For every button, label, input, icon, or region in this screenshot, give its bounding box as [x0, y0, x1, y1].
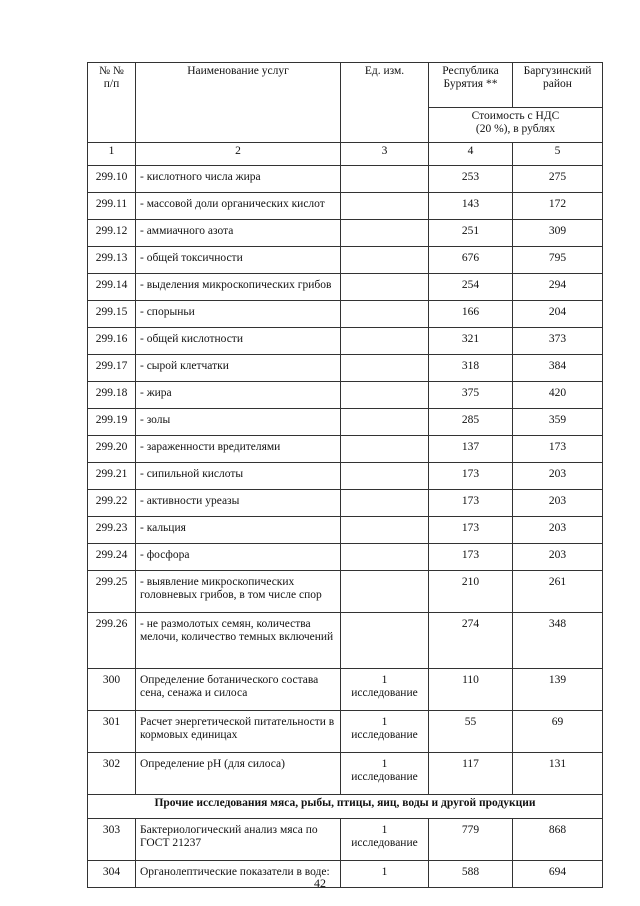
- header-name: Наименование услуг: [136, 63, 341, 143]
- table-row: [88, 613, 603, 669]
- row-price-region: 285: [429, 409, 513, 436]
- row-number: 299.14: [88, 274, 136, 301]
- table-row: [88, 166, 603, 193]
- row-name: - аммиачного азота: [136, 220, 341, 247]
- row-name: - не размолотых семян, количества мелочи, количество темных включений: [136, 613, 341, 669]
- row-number: 299.15: [88, 301, 136, 328]
- row-unit: 1: [341, 861, 429, 888]
- header-index: 3: [341, 143, 429, 166]
- row-price-district: 275: [513, 166, 603, 193]
- row-price-district: 373: [513, 328, 603, 355]
- header-cost-text: Стоимость с НДС (20 %), в рублях: [471, 110, 560, 135]
- row-price-district: 359: [513, 409, 603, 436]
- row-unit: [341, 355, 429, 382]
- row-name: - сырой клетчатки: [136, 355, 341, 382]
- row-name: - массовой доли органических кислот: [136, 193, 341, 220]
- header-index: 4: [429, 143, 513, 166]
- row-name: Бактериологический анализ мяса по ГОСТ 21237: [136, 819, 341, 861]
- row-price-region: 117: [429, 753, 513, 795]
- row-price-district: 204: [513, 301, 603, 328]
- table-row: [88, 193, 603, 220]
- row-unit: [341, 517, 429, 544]
- table-row: [88, 328, 603, 355]
- page-number: 42: [314, 876, 326, 890]
- row-name: - жира: [136, 382, 341, 409]
- row-price-district: 309: [513, 220, 603, 247]
- table-row: [88, 355, 603, 382]
- table-row: [88, 517, 603, 544]
- row-price-region: 318: [429, 355, 513, 382]
- row-price-district: 420: [513, 382, 603, 409]
- row-number: 299.12: [88, 220, 136, 247]
- row-number: 299.18: [88, 382, 136, 409]
- row-unit: [341, 436, 429, 463]
- row-price-region: 173: [429, 517, 513, 544]
- row-price-district: 172: [513, 193, 603, 220]
- table-row: [88, 247, 603, 274]
- row-price-district: 173: [513, 436, 603, 463]
- table-row: [88, 544, 603, 571]
- row-number: 302: [88, 753, 136, 795]
- row-name: Определение pH (для силоса): [136, 753, 341, 795]
- row-price-district: 868: [513, 819, 603, 861]
- row-price-region: 375: [429, 382, 513, 409]
- row-unit: [341, 463, 429, 490]
- table-row: [88, 463, 603, 490]
- row-price-region: 779: [429, 819, 513, 861]
- row-price-region: 173: [429, 544, 513, 571]
- row-unit: [341, 544, 429, 571]
- row-name: - выявление микроскопических головневых грибов, в том числе спор: [136, 571, 341, 613]
- row-price-district: 384: [513, 355, 603, 382]
- row-price-district: 294: [513, 274, 603, 301]
- row-unit: [341, 247, 429, 274]
- row-unit: 1 исследование: [341, 669, 429, 711]
- row-name: - золы: [136, 409, 341, 436]
- row-unit: [341, 571, 429, 613]
- row-unit: 1 исследование: [341, 753, 429, 795]
- row-number: 299.23: [88, 517, 136, 544]
- header-row: [88, 63, 603, 108]
- row-name: Органолептические показатели в воде:: [136, 861, 341, 888]
- row-name: - фосфора: [136, 544, 341, 571]
- header-index: 5: [513, 143, 603, 166]
- table-row: [88, 382, 603, 409]
- row-unit: [341, 613, 429, 669]
- row-price-region: 173: [429, 463, 513, 490]
- row-price-region: 55: [429, 711, 513, 753]
- header-district-text: Баргузинский район: [523, 65, 592, 90]
- row-number: 300: [88, 669, 136, 711]
- table-row: [88, 571, 603, 613]
- row-number: 299.10: [88, 166, 136, 193]
- row-name: - выделения микроскопических грибов: [136, 274, 341, 301]
- row-name: Расчет энергетической питательности в кормовых единицах: [136, 711, 341, 753]
- header-district: [513, 63, 603, 108]
- row-number: 299.22: [88, 490, 136, 517]
- table-row: [88, 220, 603, 247]
- row-price-region: 274: [429, 613, 513, 669]
- row-price-district: 348: [513, 613, 603, 669]
- row-name: Определение ботанического состава сена, сенажа и силоса: [136, 669, 341, 711]
- row-unit: [341, 490, 429, 517]
- header-unit: Ед. изм.: [341, 63, 429, 143]
- row-price-district: 69: [513, 711, 603, 753]
- row-price-district: 139: [513, 669, 603, 711]
- table-row: [88, 819, 603, 861]
- table-row: [88, 301, 603, 328]
- row-unit: [341, 409, 429, 436]
- row-price-region: 588: [429, 861, 513, 888]
- header-num: [88, 63, 136, 143]
- row-name: - сипильной кислоты: [136, 463, 341, 490]
- row-price-district: 261: [513, 571, 603, 613]
- row-price-region: 676: [429, 247, 513, 274]
- row-price-district: 203: [513, 544, 603, 571]
- section-row: [88, 795, 603, 819]
- table-row: [88, 490, 603, 517]
- section-title: Прочие исследования мяса, рыбы, птицы, яиц, воды и другой продукции: [88, 795, 603, 819]
- row-name: - зараженности вредителями: [136, 436, 341, 463]
- row-price-district: 694: [513, 861, 603, 888]
- table-row: [88, 409, 603, 436]
- row-number: 299.11: [88, 193, 136, 220]
- row-number: 299.26: [88, 613, 136, 669]
- row-number: 299.24: [88, 544, 136, 571]
- row-number: 299.19: [88, 409, 136, 436]
- row-number: 304: [88, 861, 136, 888]
- header-region-text: Республика Бурятия **: [442, 65, 499, 90]
- row-unit: [341, 166, 429, 193]
- row-price-region: 251: [429, 220, 513, 247]
- row-unit: [341, 382, 429, 409]
- header-region: [429, 63, 513, 108]
- row-price-region: 110: [429, 669, 513, 711]
- row-unit: [341, 328, 429, 355]
- row-name: - общей токсичности: [136, 247, 341, 274]
- table-row: [88, 436, 603, 463]
- header-index: 1: [88, 143, 136, 166]
- row-price-region: 166: [429, 301, 513, 328]
- row-number: 299.13: [88, 247, 136, 274]
- row-price-district: 203: [513, 463, 603, 490]
- row-price-region: 173: [429, 490, 513, 517]
- table-row: [88, 274, 603, 301]
- header-index-row: [88, 143, 603, 166]
- row-number: 299.21: [88, 463, 136, 490]
- header-cost-note: [429, 108, 603, 143]
- header-num-text: № № п/п: [99, 65, 124, 90]
- price-table: [87, 62, 603, 888]
- table-row: [88, 669, 603, 711]
- row-price-district: 131: [513, 753, 603, 795]
- row-unit: [341, 301, 429, 328]
- row-price-district: 795: [513, 247, 603, 274]
- row-number: 299.25: [88, 571, 136, 613]
- row-unit: [341, 193, 429, 220]
- row-price-district: 203: [513, 517, 603, 544]
- row-unit: 1 исследование: [341, 819, 429, 861]
- row-unit: [341, 220, 429, 247]
- row-name: - спорыньи: [136, 301, 341, 328]
- row-price-region: 137: [429, 436, 513, 463]
- table-row: [88, 753, 603, 795]
- row-number: 301: [88, 711, 136, 753]
- row-number: 299.16: [88, 328, 136, 355]
- row-name: - кислотного числа жира: [136, 166, 341, 193]
- row-unit: 1 исследование: [341, 711, 429, 753]
- row-price-region: 143: [429, 193, 513, 220]
- row-number: 299.17: [88, 355, 136, 382]
- row-price-district: 203: [513, 490, 603, 517]
- header-index: 2: [136, 143, 341, 166]
- row-unit: [341, 274, 429, 301]
- row-number: 299.20: [88, 436, 136, 463]
- row-name: - кальция: [136, 517, 341, 544]
- row-price-region: 254: [429, 274, 513, 301]
- row-number: 303: [88, 819, 136, 861]
- row-name: - общей кислотности: [136, 328, 341, 355]
- row-price-region: 210: [429, 571, 513, 613]
- table-row: [88, 711, 603, 753]
- row-name: - активности уреазы: [136, 490, 341, 517]
- row-price-region: 321: [429, 328, 513, 355]
- row-price-region: 253: [429, 166, 513, 193]
